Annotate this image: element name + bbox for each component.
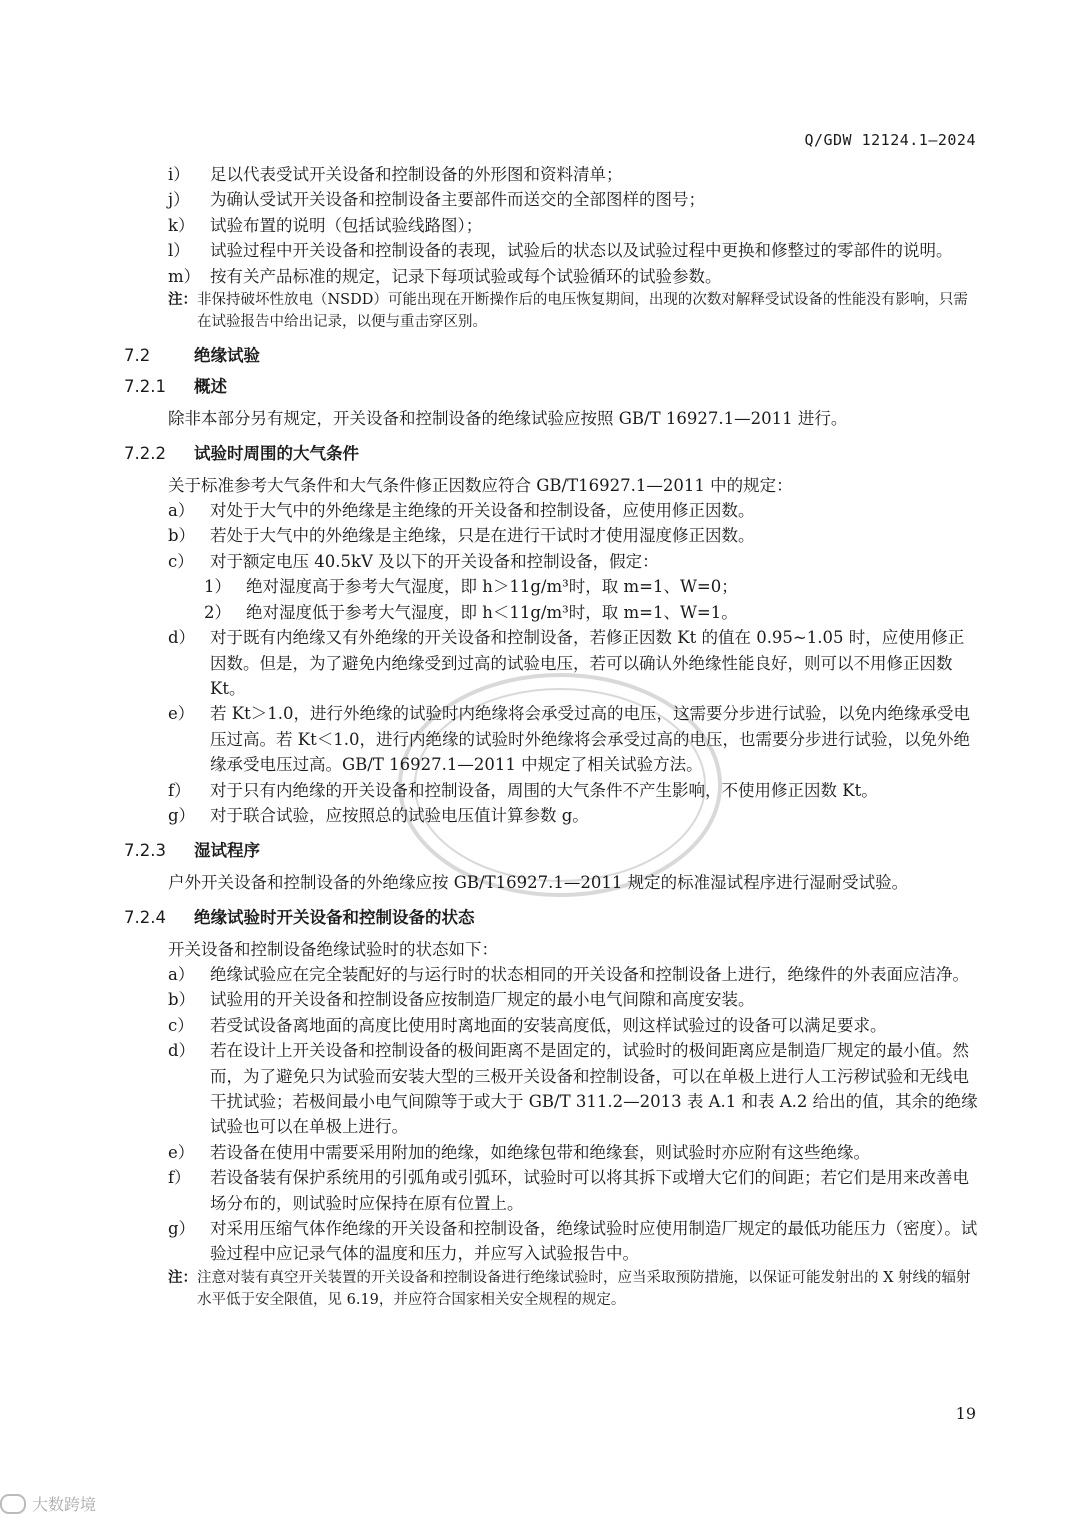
list-item: e） 若 Kt＞1.0，进行外绝缘的试验时内绝缘将会承受过高的电压，这需要分步进行试验，以免内绝缘承受电压过高。若 Kt＜1.0，进行内绝缘的试验时外绝缘将会承受过高的电压，也需要分步进行试验，以免外绝缘承受电压过高。GB/T 16927.1—2011 中规定了相关试验方法。 xyxy=(168,704,970,775)
subsection-heading: 7.2.2 试验时周围的大气条件 xyxy=(124,444,359,464)
list-item: c） 对于额定电压 40.5kV 及以下的开关设备和控制设备，假定： xyxy=(168,551,659,571)
sub-list-item: 2） 绝对湿度低于参考大气湿度，即 h＜11g/m³时，取 m=1、W=1。 xyxy=(204,602,738,622)
list-item: g） 对采用压缩气体作绝缘的开关设备和控制设备，绝缘试验时应使用制造厂规定的最低功能压力（密度）。试验过程中应记录气体的温度和压力，并应写入试验报告中。 xyxy=(168,1219,978,1264)
watermark-logo-icon xyxy=(0,1494,26,1514)
list-item: a） 绝缘试验应在完全装配好的与运行时的状态相同的开关设备和控制设备上进行，绝缘件的外表面应洁净。 xyxy=(168,964,969,984)
list-item: i） 足以代表受试开关设备和控制设备的外形图和资料清单； xyxy=(168,165,623,184)
sub-list-item: 1） 绝对湿度高于参考大气湿度，即 h＞11g/m³时，取 m=1、W=0； xyxy=(204,577,738,597)
subsection-heading: 7.2.1 概述 xyxy=(124,377,227,397)
paragraph: 关于标准参考大气条件和大气条件修正因数应符合 GB/T16927.1—2011 中的规定： xyxy=(168,475,793,495)
document-body xyxy=(124,162,980,1311)
list-item: l） 试验过程中开关设备和控制设备的表现，试验后的状态以及试验过程中更换和修整过的零部件的说明。 xyxy=(168,241,953,261)
list-item: a） 对处于大气中的外绝缘是主绝缘的开关设备和控制设备，应使用修正因数。 xyxy=(168,501,755,521)
list-item: d） 对于既有内绝缘又有外绝缘的开关设备和控制设备，若修正因数 Kt 的值在 0.95~1.05 时，应使用修正因数。但是，为了避免内绝缘受到过高的试验电压，若可以确认外绝缘性能良好，则可以不用修正因数 Kt。 xyxy=(168,628,965,698)
paragraph: 开关设备和控制设备绝缘试验时的状态如下： xyxy=(168,939,498,959)
subsection-heading: 7.2.3 湿试程序 xyxy=(124,841,260,861)
list-item: b） 试验用的开关设备和控制设备应按制造厂规定的最小电气间隙和高度安装。 xyxy=(168,990,755,1010)
list-item: c） 若受试设备离地面的高度比使用时离地面的安装高度低，则这样试验过的设备可以满足要求。 xyxy=(168,1015,887,1035)
list-item: b） 若处于大气中的外绝缘是主绝缘，只是在进行干试时才使用湿度修正因数。 xyxy=(168,526,755,546)
list-item: e） 若设备在使用中需要采用附加的绝缘，如绝缘包带和绝缘套，则试验时亦应附有这些绝缘。 xyxy=(168,1142,870,1162)
page-number: 19 xyxy=(955,1404,976,1423)
watermark: 大数跨境 xyxy=(0,1492,96,1515)
list-item: k） 试验布置的说明（包括试验线路图）； xyxy=(168,215,483,235)
list-item: f） 对于只有内绝缘的开关设备和控制设备，周围的大气条件不产生影响，不使用修正因数 Kt。 xyxy=(168,780,878,800)
subsection-heading: 7.2.4 绝缘试验时开关设备和控制设备的状态 xyxy=(124,908,475,928)
list-item: f） 若设备装有保护系统用的引弧角或引弧环，试验时可以将其拆下或增大它们的间距；若它们是用来改善电场分布的，则试验时应保持在原有位置上。 xyxy=(168,1168,969,1213)
paragraph: 户外开关设备和控制设备的外绝缘应按 GB/T16927.1—2011 规定的标准湿试程序进行湿耐受试验。 xyxy=(168,872,909,892)
list-item: d） 若在设计上开关设备和控制设备的极间距离不是固定的，试验时的极间距离应是制造厂规定的最小值。然而，为了避免只为试验而安装大型的三极开关设备和控制设备，可以在单极上进行人工污秽试验和无线电干扰试验；若极间最小电气间隙等于或大于 GB/T 311.2—2013 表 A.1 和表 A.2 给出的值，其余的绝缘试验也可以在单极上进行。 xyxy=(168,1041,978,1137)
section-heading: 7.2 绝缘试验 xyxy=(124,346,260,366)
list-item: g） 对于联合试验，应按照总的试验电压值计算参数 g。 xyxy=(168,805,589,825)
list-item: m） 按有关产品标准的规定，记录下每项试验或每个试验循环的试验参数。 xyxy=(168,266,722,286)
paragraph: 除非本部分另有规定，开关设备和控制设备的绝缘试验应按照 GB/T 16927.1—2011 进行。 xyxy=(168,408,848,428)
list-item: j） 为确认受试开关设备和控制设备主要部件而送交的全部图样的图号； xyxy=(168,190,705,210)
document-code: Q/GDW 12124.1—2024 xyxy=(804,131,976,149)
note: 注： 非保持破坏性放电（NSDD）可能出现在开断操作后的电压恢复期间，出现的次数对解释受试设备的性能没有影响，只需在试验报告中给出记录，以便与重击穿区别。 xyxy=(168,291,968,331)
note: 注： 注意对装有真空开关装置的开关设备和控制设备进行绝缘试验时，应当采取预防措施，以保证可能发射出的 X 射线的辐射水平低于安全限值，见 6.19，并应符合国家相关安全规程的规定。 xyxy=(168,1268,971,1308)
